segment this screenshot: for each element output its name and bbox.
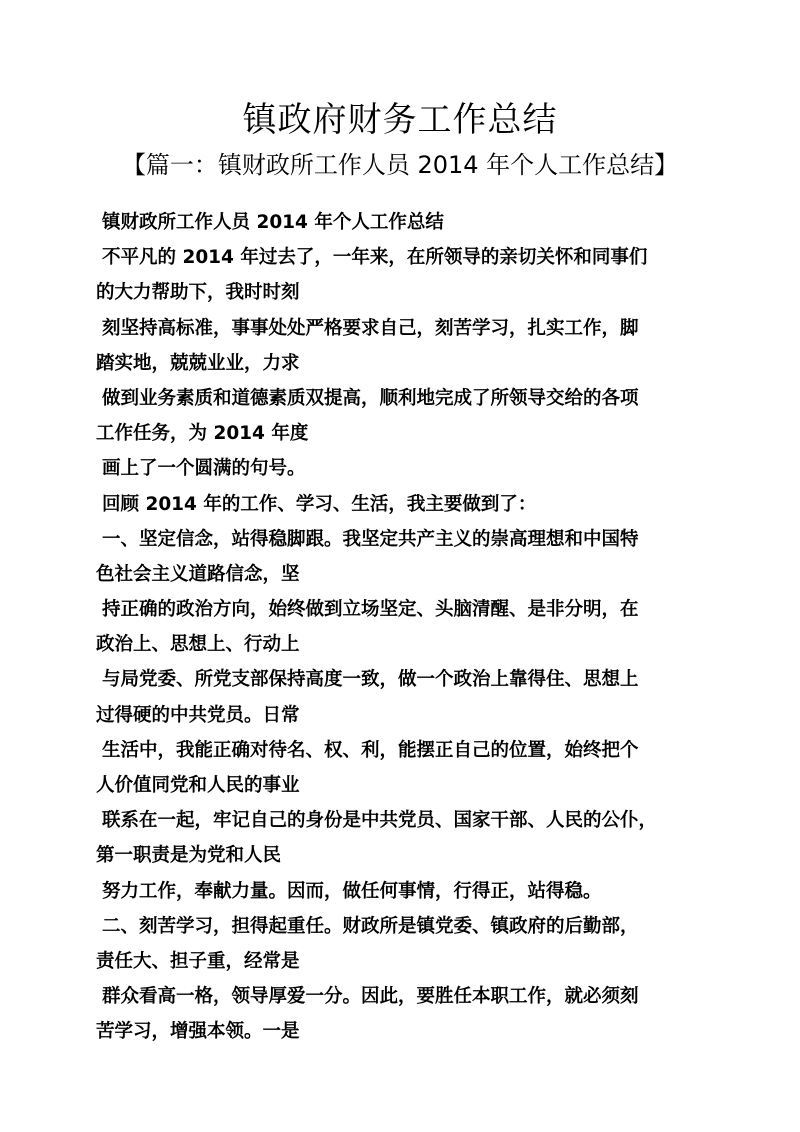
body-line: 群众看高一格，领导厚爱一分。因此，要胜任本职工作，就必须刻 (102, 986, 639, 1008)
body-line: 过得硬的中共党员。日常 (96, 704, 300, 726)
body-line: 的大力帮助下，我时时刻 (96, 282, 300, 304)
body-line: 回顾 2014 年的工作、学习、生活，我主要做到了： (102, 493, 537, 515)
body-line: 画上了一个圆满的句号。 (102, 458, 306, 480)
body-line: 努力工作，奉献力量。因而，做任何事情，行得正，站得稳。 (102, 880, 602, 902)
body-line: 不平凡的 2014 年过去了，一年来，在所领导的亲切关怀和同事们 (102, 247, 648, 269)
body-line: 苦学习，增强本领。一是 (96, 1021, 300, 1043)
body-line: 生活中，我能正确对待名、权、利，能摆正自己的位置，始终把个 (102, 739, 639, 761)
body-line: 色社会主义道路信念，坚 (96, 563, 300, 585)
body-line: 政治上、思想上、行动上 (96, 634, 300, 656)
document-title: 镇政府财务工作总结 (242, 100, 558, 140)
document-body (96, 205, 736, 1050)
body-line: 二、刻苦学习，担得起重任。财政所是镇党委、镇政府的后勤部， (102, 915, 639, 937)
body-line: 联系在一起，牢记自己的身份是中共党员、国家干部、人民的公仆， (102, 810, 658, 832)
body-line: 一、坚定信念，站得稳脚跟。我坚定共产主义的崇高理想和中国特 (102, 528, 639, 550)
body-line: 刻坚持高标准，事事处处严格要求自己，刻苦学习，扎实工作，脚 (102, 317, 639, 339)
body-line: 与局党委、所党支部保持高度一致，做一个政治上靠得住、思想上 (102, 669, 639, 691)
body-line: 持正确的政治方向，始终做到立场坚定、头脑清醒、是非分明，在 (102, 599, 639, 621)
document-subtitle: 【篇一：镇财政所工作人员 2014 年个人工作总结】 (121, 151, 679, 179)
body-line: 责任大、担子重，经常是 (96, 950, 300, 972)
body-line: 人价值同党和人民的事业 (96, 775, 300, 796)
body-line: 踏实地，兢兢业业，力求 (96, 352, 300, 374)
body-line: 做到业务素质和道德素质双提高，顺利地完成了所领导交给的各项 (102, 387, 639, 409)
body-line: 工作任务，为 2014 年度 (96, 423, 309, 445)
body-line: 镇财政所工作人员 2014 年个人工作总结 (102, 212, 444, 233)
body-line: 第一职责是为党和人民 (96, 845, 282, 867)
